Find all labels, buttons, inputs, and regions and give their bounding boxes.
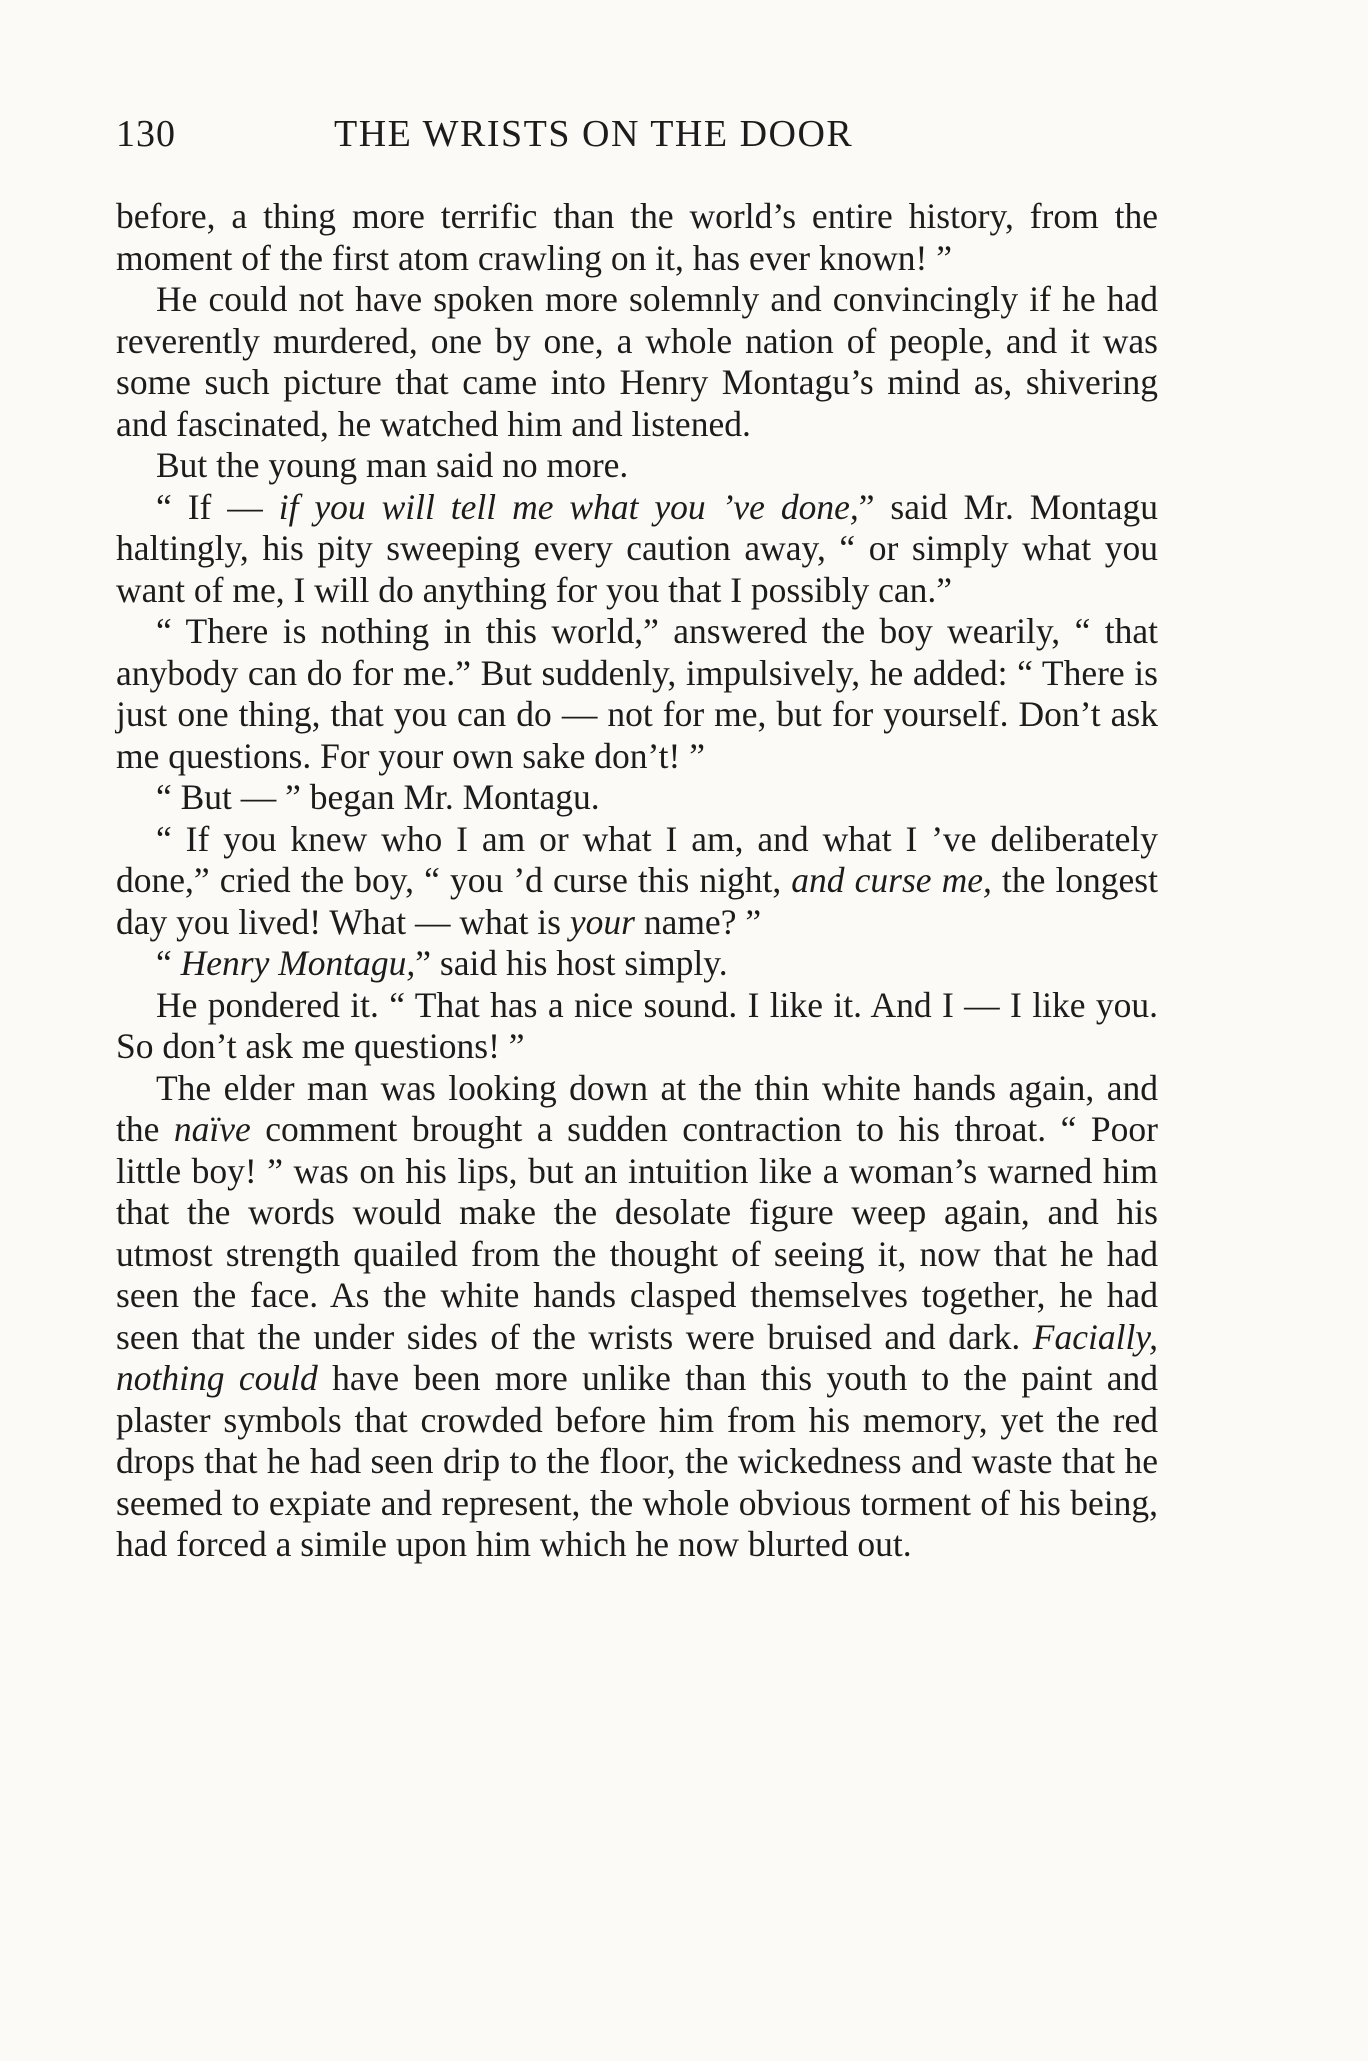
- paragraph: [116, 611, 1158, 777]
- italic-text: and curse me,: [791, 860, 992, 900]
- page-header: [116, 112, 1156, 162]
- text-run: “ If —: [156, 486, 279, 527]
- body-text: [116, 196, 1158, 1566]
- paragraph: [116, 943, 1158, 985]
- italic-text: naïve: [173, 1109, 251, 1149]
- text-run: He pondered it. “ That has a nice sound. I like it. And I — I like you. So don’t ask me questions! ”: [116, 984, 1158, 1066]
- paragraph: [116, 777, 1158, 819]
- text-run: But the young man said no more.: [156, 445, 629, 485]
- text-run: comment brought a sudden contraction to his throat. “ Poor little boy! ” was on his lips, but an intuition like a woman’s warned him that the words would make the desolate figure weep again, and his utmost strength quailed from the thought of seeing it, now that he had seen the face. As the white hands clasped themselves together, he had seen that the under sides of the wrists were bruised and dark.: [116, 1109, 1158, 1357]
- italic-text: Henry Montagu,: [180, 943, 416, 983]
- text-run: “ But — ” began Mr. Montagu.: [156, 777, 600, 817]
- italic-text: your: [569, 901, 635, 942]
- running-head: THE WRISTS ON THE DOOR: [334, 113, 854, 155]
- paragraph: [116, 445, 1158, 487]
- paragraph: [116, 1068, 1158, 1566]
- paragraph: [116, 985, 1158, 1068]
- text-run: “ If you knew who I am or what I am, and what I ’ve deliberately done,” cried the boy, “ you ’d curse this night,: [116, 818, 1158, 900]
- italic-text: Facially, nothing could: [116, 1316, 1158, 1398]
- text-run: have been more unlike than this youth to the paint and plaster symbols that crowded before him from his memory, yet the red drops that he had seen drip to the floor, the wickedness and waste that he seemed to expiate and represent, the whole obvious torment of his being, had forced a simile upon him which he now blurted out.: [116, 1358, 1158, 1564]
- paragraph: [116, 279, 1158, 445]
- text-run: ” said Mr. Montagu haltingly, his pity sweeping every caution away, “ or simply what you want of me, I will do anything for you that I possibly can.”: [116, 486, 1158, 610]
- text-run: He could not have spoken more solemnly and convincingly if he had reverently murdered, one by one, a whole nation of people, and it was some such picture that came into Henry Montagu’s mind as, shivering and fascinated, he watched him and listened.: [116, 279, 1158, 444]
- paragraph: [116, 487, 1158, 612]
- text-run: “ There is nothing in this world,” answered the boy wearily, “ that anybody can do for me.” But suddenly, impulsively, he added: “ There is just one thing, that you can do — not for me, but for yourself. Don’t ask me questions. For your own sake don’t! ”: [116, 611, 1158, 776]
- page-number: 130: [116, 113, 176, 155]
- text-run: ” said his host simply.: [415, 943, 728, 983]
- text-run: the longest day you lived! What — what is: [116, 860, 1158, 942]
- text-run: The elder man was looking down at the thin white hands again, and the: [116, 1067, 1158, 1149]
- paragraph: [116, 819, 1158, 944]
- text-run: name? ”: [634, 901, 762, 942]
- paragraph: [116, 196, 1158, 279]
- italic-text: if you will tell me what you ’ve done,: [278, 486, 859, 527]
- text-run: before, a thing more terrific than the world’s entire history, from the moment of the first atom crawling on it, has ever known! ”: [116, 196, 1158, 278]
- text-run: “: [156, 943, 181, 983]
